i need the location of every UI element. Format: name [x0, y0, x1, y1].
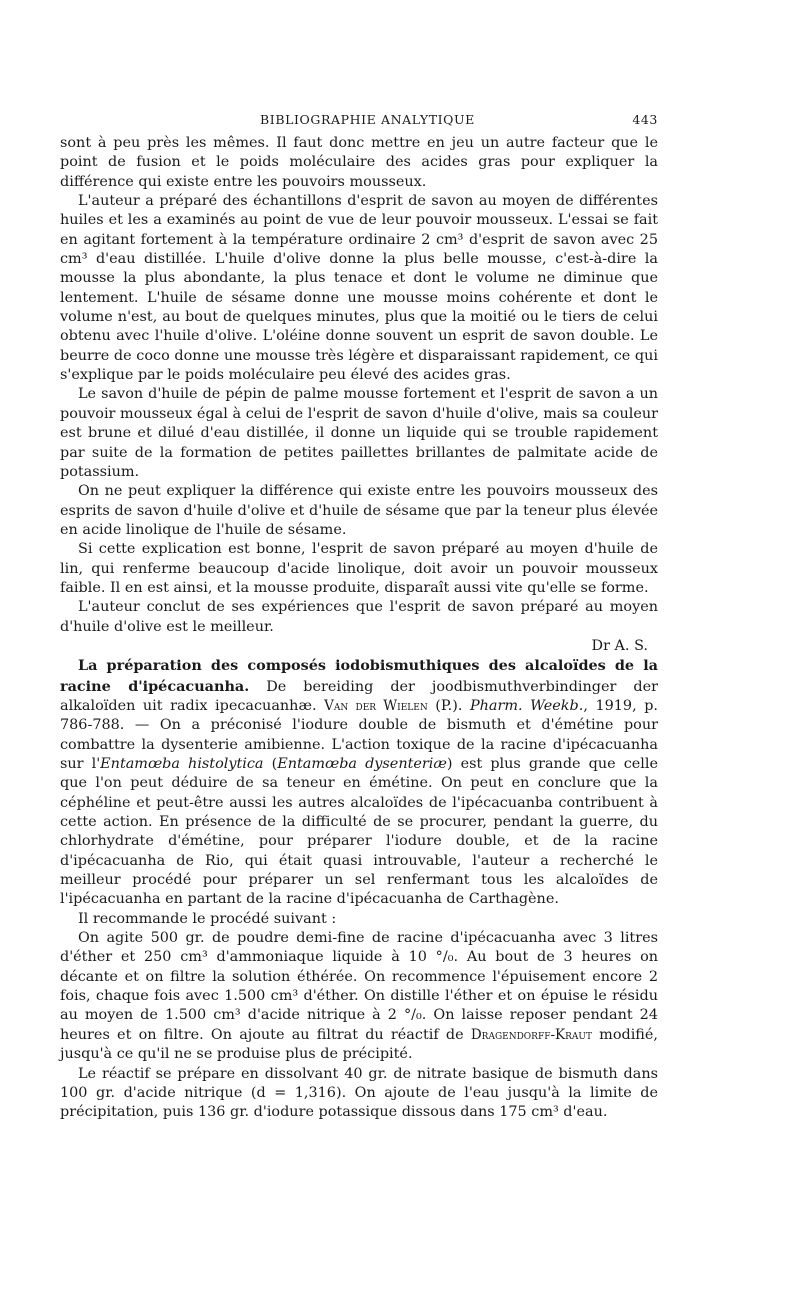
dutch-title: De bereiding der joodbismuthverbindinger der alkaloïden uit radix ipecacuanhæ. — [60, 678, 658, 714]
reagent-name: Dragendorff-Kraut — [470, 1026, 592, 1043]
article-title: La préparation des composés iodobismuthiques des alcaloïdes de la racine d'ipécacuanha. — [60, 657, 658, 695]
paragraph: Si cette explication est bonne, l'esprit de savon préparé au moyen d'huile de lin, qui renferme beaucoup d'acide linolique, doit avoir un pouvoir mousseux faible. Il en est ainsi, et la mousse produite, disparaît aussi vite qu'elle se forme. — [60, 541, 658, 596]
abstract-text: ) est plus grande que celle que l'on peut déduire de sa teneur en émétine. On peut en conclure que la céphéline et peut-être aussi les autres alcaloïdes de l'ipécacuanba contribuent à cette action. En présence de la difficulté de se procurer, pendant la guerre, du chlorhydrate d'émétine, pour préparer l'iodure double, et de la racine d'ipécacuanha de Rio, qui était quasi introuvable, l'auteur a recherché le meilleur procédé pour préparer un sel renfermant tous les alcaloïdes de l'ipécacuanha en partant de la racine d'ipécacuanha de Carthagène. — [60, 756, 658, 908]
paragraph — [60, 598, 658, 656]
species-name: Entamœba dysenteriæ — [277, 756, 447, 772]
running-title: BIBLIOGRAPHIE ANALYTIQUE — [260, 112, 475, 127]
paragraph: On ne peut expliquer la différence qui existe entre les pouvoirs mousseux des esprits de savon d'huile d'olive et d'huile de sésame que par la teneur plus élevée en acide linolique de l'huile de sésame. — [60, 483, 658, 538]
procedure-text: modifié, jusqu'à ce qu'il ne se produise plus de précipité. — [60, 1026, 658, 1063]
paragraph: Il recommande le procédé suivant : — [78, 910, 337, 927]
paragraph: L'auteur a préparé des échantillons d'esprit de savon au moyen de différentes huiles et les a examinés au point de vue de leur pouvoir mousseux. L'essai se fait en agitant fortement à la température ordinaire 2 cm³ d'esprit de savon avec 25 cm³ d'eau distillée. L'huile d'olive donne la plus belle mousse, c'est-à-dire la mousse la plus abondante, la plus tenace et dont le volume ne diminue que lentement. L'huile de sésame donne une mousse moins cohérente et dont le volume n'est, au bout de quelques minutes, plus que la moitié ou le tiers de celui obtenu avec l'huile d'olive. L'oléine donne souvent un esprit de savon double. Le beurre de coco donne une mousse très légère et disparaissant rapidement, ce qui s'explique par le poids moléculaire peu élevé des acides gras. — [60, 193, 658, 384]
paragraph: Le savon d'huile de pépin de palme mousse fortement et l'esprit de savon a un pouvoir mousseux égal à celui de l'esprit de savon d'huile d'olive, mais sa couleur est brune et dilué d'eau distillée, il donne un liquide qui se trouble rapidement par suite de la formation de petites paillettes brillantes de palmitate acide de potassium. — [60, 386, 658, 480]
procedure-text: On agite 500 gr. de poudre demi-fine de racine d'ipécacuanha avec 3 litres d'éther et 250 cm³ d'ammoniaque liquide à 10 °/₀. Au bout de 3 heures on décante et on filtre la solution éthérée. On recommence l'épuisement encore 2 fois, chaque fois avec 1.500 cm³ d'éther. On distille l'éther et on épuise le résidu au moyen de 1.500 cm³ d'acide nitrique à 2 °/₀. On laisse reposer pendant 24 heures et on filtre. On ajoute au filtrat du réactif de — [60, 930, 658, 1043]
body-text — [60, 134, 658, 1123]
page-number: 443 — [632, 112, 658, 127]
species-name: Entamœba histolytica — [100, 756, 264, 772]
journal-page — [60, 112, 658, 1123]
paren-open: ( — [263, 756, 278, 772]
signature: Dr A. S. — [591, 637, 648, 654]
abstract-entry — [60, 656, 658, 909]
paragraph: sont à peu près les mêmes. Il faut donc mettre en jeu un autre facteur que le point de fusion et le poids moléculaire des acides gras pour expliquer la différence qui existe entre les pouvoirs mousseux. — [60, 135, 658, 190]
article-author: Van der Wielen — [324, 697, 428, 714]
running-header — [60, 112, 658, 134]
journal-name: Pharm. Weekb. — [469, 697, 584, 714]
paragraph: Le réactif se prépare en dissolvant 40 gr. de nitrate basique de bismuth dans 100 gr. d'acide nitrique (d = 1,316). On ajoute de l'eau jusqu'à la limite de précipitation, puis 136 gr. d'iodure potassique dissous dans 175 cm³ d'eau. — [60, 1065, 658, 1121]
paragraph-text: L'auteur conclut de ses expériences que l'esprit de savon préparé au moyen d'huile d'olive est le meilleur. — [60, 599, 658, 635]
citation-text: , 1919, p. 786-788. — On a préconisé l'iodure double de bismuth et d'émétine pour combattre la dysenterie amibienne. L'action toxique de la racine d'ipécacuanha sur l' — [60, 697, 658, 772]
author-initial: (P.). — [427, 697, 470, 714]
procedure-paragraph — [60, 929, 658, 1064]
